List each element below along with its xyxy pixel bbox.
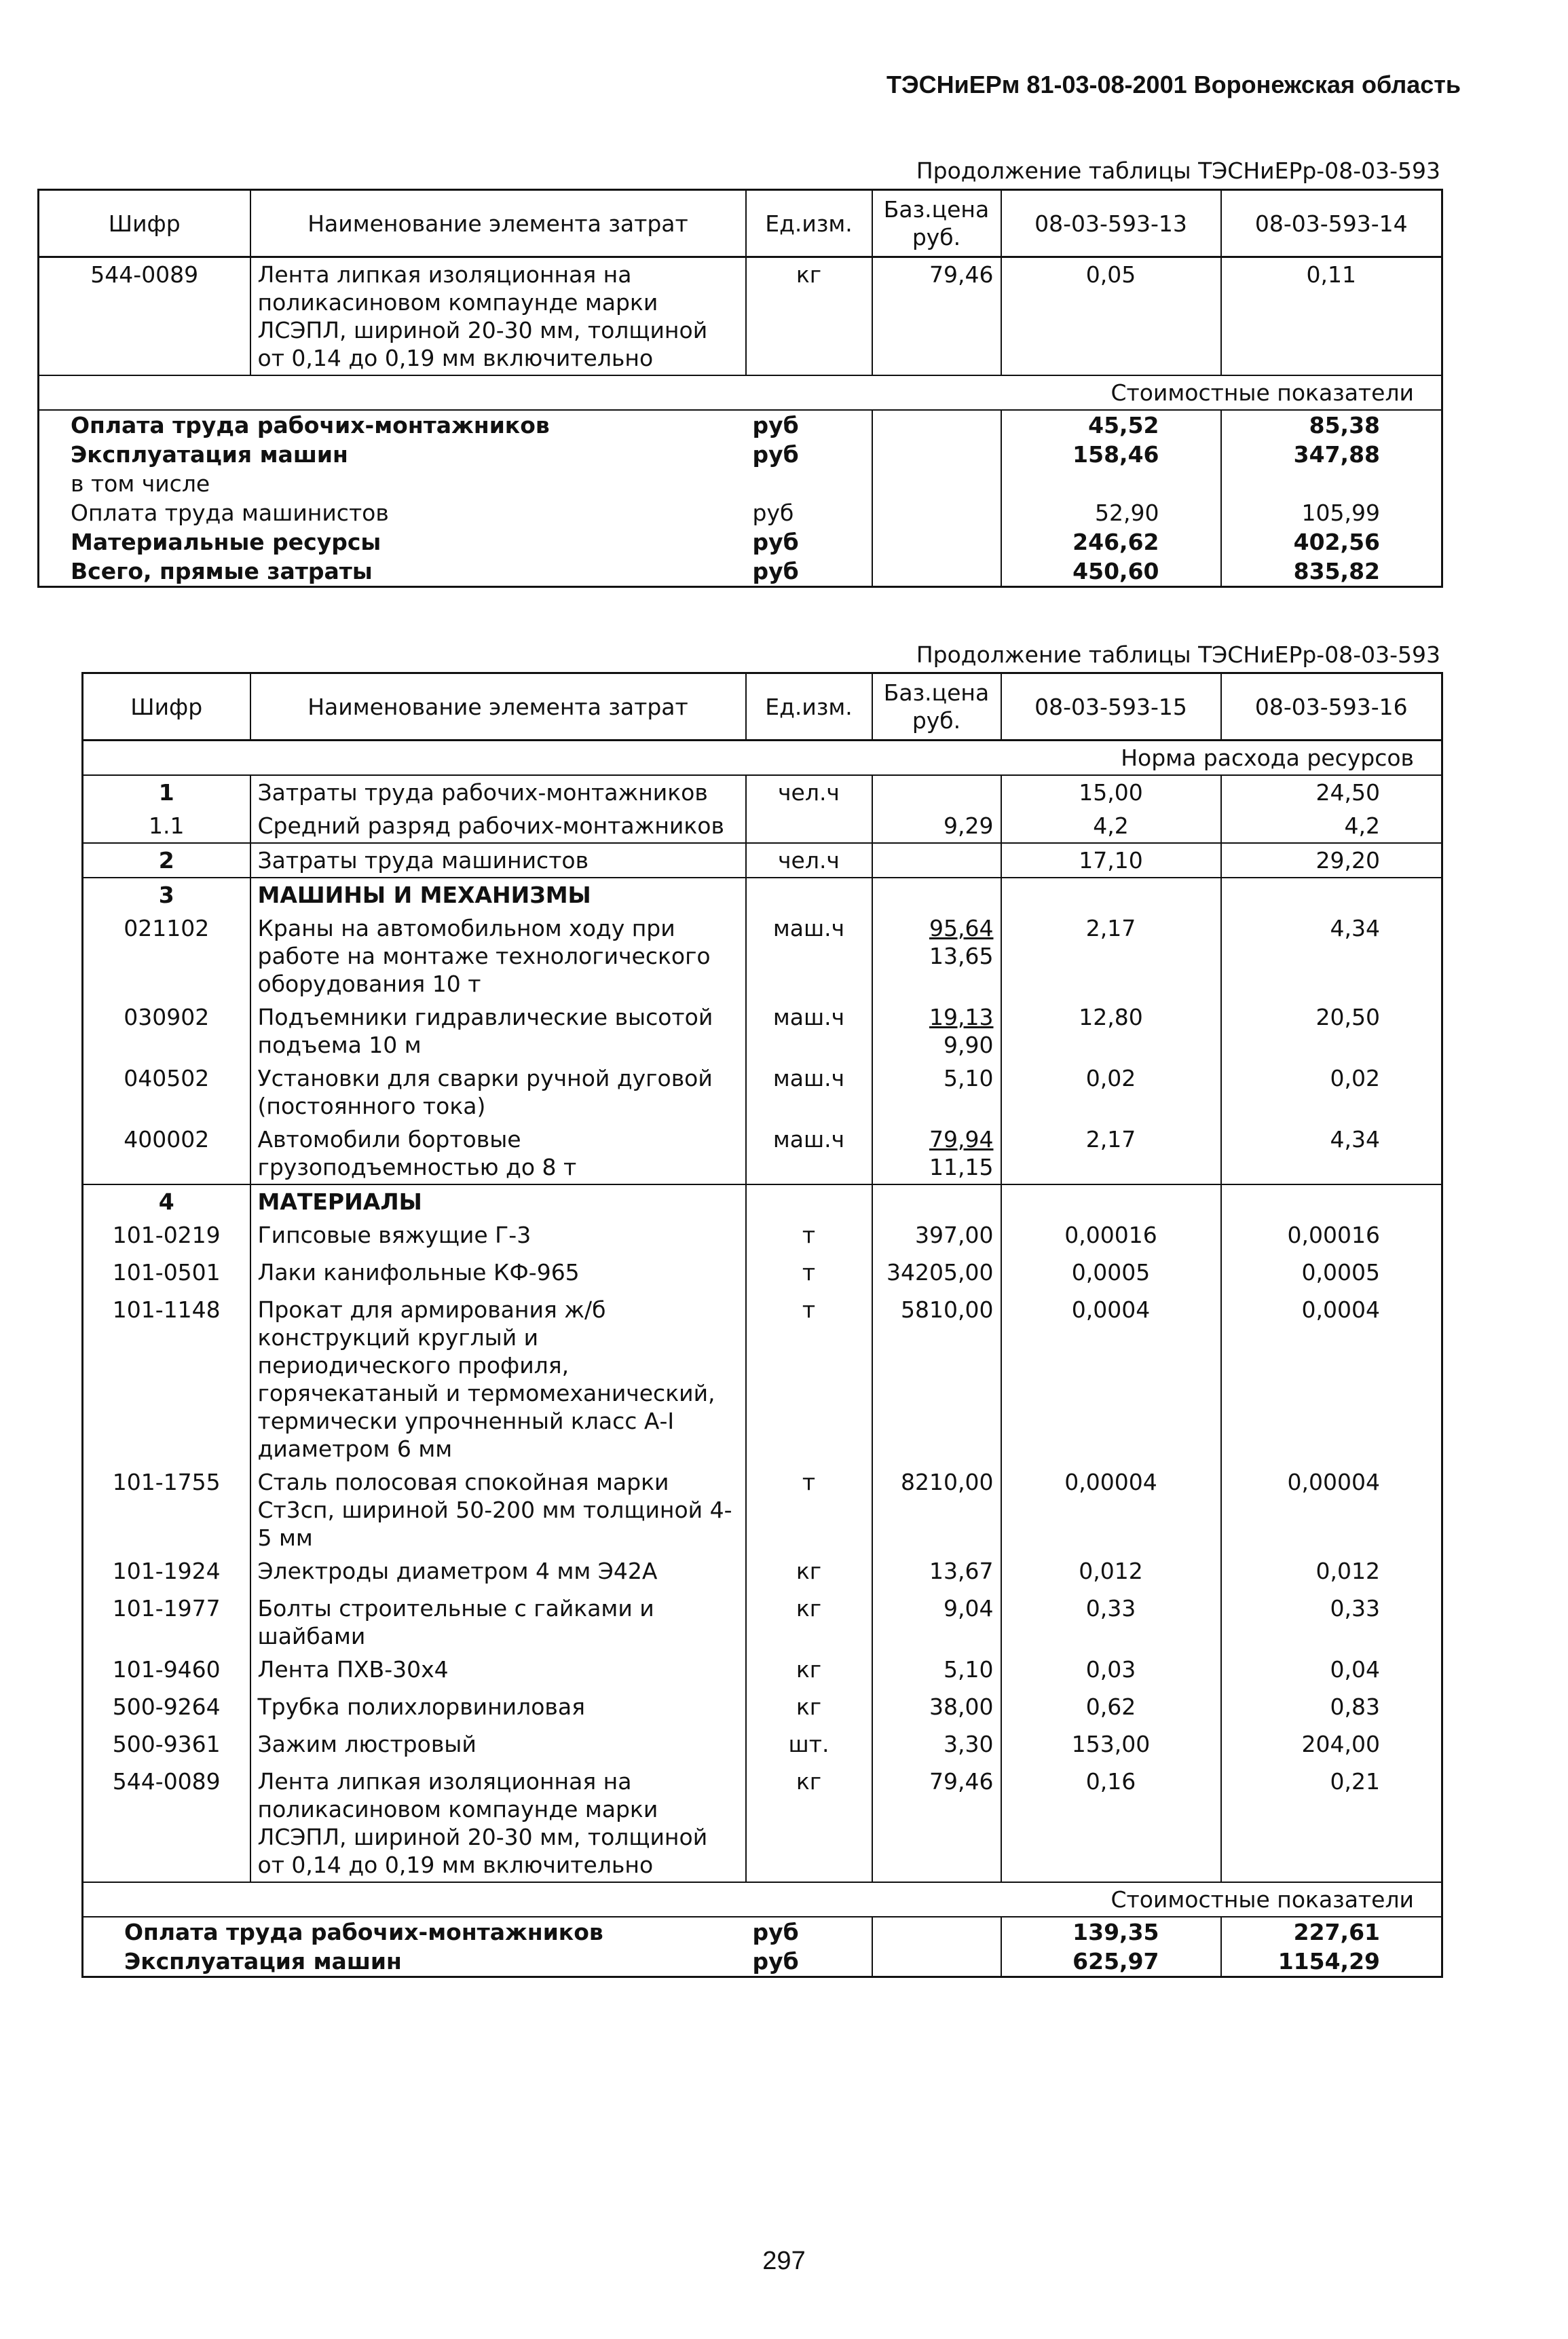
resource-table-1 bbox=[37, 189, 1443, 588]
resource-table-2 bbox=[81, 672, 1443, 1978]
header-base-price: Баз.цена руб. bbox=[872, 190, 1001, 257]
row-unit bbox=[746, 809, 872, 843]
section-row bbox=[83, 741, 1442, 776]
totals-label: Всего, прямые затраты bbox=[71, 558, 373, 584]
row-unit: кг bbox=[746, 1765, 872, 1882]
row-name: Лаки канифольные КФ-965 bbox=[250, 1256, 746, 1293]
row-name: Гипсовые вяжущие Г-3 bbox=[250, 1218, 746, 1256]
table-row bbox=[83, 1653, 1442, 1690]
machine-price: 95,64 bbox=[929, 915, 994, 941]
totals-value-16: 1154,29 bbox=[1277, 1948, 1380, 1975]
row-unit: шт. bbox=[746, 1727, 872, 1765]
row-unit: кг bbox=[746, 1690, 872, 1727]
row-name: Лента липкая изоляционная на поликасиновом компаунде марки ЛСЭПЛ, шириной 20-30 мм, толщиной от 0,14 до 0,19 мм включительно bbox=[250, 257, 746, 376]
totals-row bbox=[39, 498, 1442, 527]
row-value-15: 2,17 bbox=[1001, 1123, 1221, 1184]
row-code: 021102 bbox=[83, 912, 250, 1000]
row-code: 101-1977 bbox=[83, 1592, 250, 1653]
totals-empty bbox=[872, 1947, 1001, 1977]
row-price: 9,29 bbox=[872, 809, 1001, 843]
totals-value-13: 158,46 bbox=[1001, 440, 1221, 469]
row-value-15: 153,00 bbox=[1001, 1727, 1221, 1765]
row-code: 101-9460 bbox=[83, 1653, 250, 1690]
row-value-16: 0,0005 bbox=[1301, 1259, 1380, 1286]
row-price bbox=[872, 1123, 1001, 1184]
totals-row bbox=[39, 440, 1442, 469]
empty-cell bbox=[872, 878, 1001, 912]
row-value-14: 0,11 bbox=[1221, 257, 1442, 376]
row-code: 1.1 bbox=[83, 809, 250, 843]
totals-value-13: 246,62 bbox=[1001, 527, 1221, 557]
row-price: 79,46 bbox=[872, 257, 1001, 376]
row-value-15: 0,03 bbox=[1001, 1653, 1221, 1690]
row-value-15: 0,33 bbox=[1001, 1592, 1221, 1653]
table-row bbox=[83, 1592, 1442, 1653]
row-code: 101-1148 bbox=[83, 1293, 250, 1465]
totals-value-16: 227,61 bbox=[1293, 1919, 1380, 1945]
totals-value-15: 139,35 bbox=[1001, 1917, 1221, 1947]
operator-wage: 13,65 bbox=[929, 943, 994, 969]
row-unit: т bbox=[746, 1293, 872, 1465]
table2-continuation-caption: Продолжение таблицы ТЭСНиЕРр-08-03-593 bbox=[916, 641, 1440, 668]
row-value-16: 20,50 bbox=[1315, 1004, 1380, 1030]
group-title-row bbox=[83, 1184, 1442, 1218]
row-price: 9,04 bbox=[872, 1592, 1001, 1653]
header-base-price: Баз.цена руб. bbox=[872, 673, 1001, 741]
table-row bbox=[83, 912, 1442, 1000]
table-row bbox=[83, 1690, 1442, 1727]
empty-cell bbox=[1001, 878, 1221, 912]
row-price bbox=[872, 775, 1001, 809]
row-value-15: 0,02 bbox=[1001, 1062, 1221, 1123]
row-unit: чел.ч bbox=[746, 843, 872, 878]
row-price: 8210,00 bbox=[872, 1465, 1001, 1554]
operator-wage: 11,15 bbox=[929, 1154, 994, 1180]
row-value-13: 0,05 bbox=[1001, 257, 1221, 376]
row-unit: маш.ч bbox=[746, 1000, 872, 1062]
row-name: Лента ПХВ-30х4 bbox=[250, 1653, 746, 1690]
row-value-15: 0,62 bbox=[1001, 1690, 1221, 1727]
table-row bbox=[39, 257, 1442, 376]
totals-unit bbox=[746, 469, 872, 498]
row-name: Электроды диаметром 4 мм Э42А bbox=[250, 1554, 746, 1592]
operator-wage: 9,90 bbox=[944, 1032, 994, 1058]
row-value-16: 29,20 bbox=[1221, 843, 1442, 878]
row-price: 5810,00 bbox=[872, 1293, 1001, 1465]
totals-label: Материальные ресурсы bbox=[71, 529, 381, 555]
row-value-16: 0,33 bbox=[1330, 1595, 1380, 1622]
table1-continuation-caption: Продолжение таблицы ТЭСНиЕРр-08-03-593 bbox=[916, 157, 1440, 184]
empty-cell bbox=[746, 1184, 872, 1218]
totals-empty bbox=[872, 527, 1001, 557]
table-row bbox=[83, 1727, 1442, 1765]
table-row bbox=[83, 1123, 1442, 1184]
row-code: 500-9264 bbox=[83, 1690, 250, 1727]
row-price: 79,46 bbox=[872, 1765, 1001, 1882]
row-unit: кг bbox=[746, 1554, 872, 1592]
empty-cell bbox=[872, 1184, 1001, 1218]
row-name: Краны на автомобильном ходу при работе на монтаже технологического оборудования 10 т bbox=[250, 912, 746, 1000]
totals-empty bbox=[872, 469, 1001, 498]
row-unit: маш.ч bbox=[746, 1123, 872, 1184]
totals-unit: руб bbox=[746, 527, 872, 557]
totals-row bbox=[83, 1917, 1442, 1947]
section-label: Стоимостные показатели bbox=[39, 375, 1442, 410]
row-code: 400002 bbox=[83, 1123, 250, 1184]
row-value-15: 0,0005 bbox=[1001, 1256, 1221, 1293]
row-name: Зажим люстровый bbox=[250, 1727, 746, 1765]
totals-empty bbox=[872, 557, 1001, 587]
row-code: 2 bbox=[83, 843, 250, 878]
table-row bbox=[83, 843, 1442, 878]
row-value-15: 0,00016 bbox=[1001, 1218, 1221, 1256]
totals-empty bbox=[872, 440, 1001, 469]
row-code: 101-1924 bbox=[83, 1554, 250, 1592]
row-price: 5,10 bbox=[872, 1653, 1001, 1690]
row-code: 040502 bbox=[83, 1062, 250, 1123]
section-label: Норма расхода ресурсов bbox=[83, 741, 1442, 776]
table-row bbox=[83, 1765, 1442, 1882]
totals-label: Эксплуатация машин bbox=[124, 1948, 402, 1975]
row-name: Автомобили бортовые грузоподъемностью до 8 т bbox=[250, 1123, 746, 1184]
totals-unit: руб bbox=[746, 1947, 872, 1977]
group-title: МАТЕРИАЛЫ bbox=[250, 1184, 746, 1218]
row-unit: кг bbox=[746, 1592, 872, 1653]
row-code: 1 bbox=[83, 775, 250, 809]
totals-value-13: 450,60 bbox=[1001, 557, 1221, 587]
table-row bbox=[83, 1554, 1442, 1592]
row-price: 3,30 bbox=[872, 1727, 1001, 1765]
row-price: 397,00 bbox=[872, 1218, 1001, 1256]
table-row bbox=[83, 1465, 1442, 1554]
totals-label: в том числе bbox=[71, 470, 210, 497]
header-code: Шифр bbox=[83, 673, 250, 741]
row-price: 34205,00 bbox=[872, 1256, 1001, 1293]
row-price bbox=[872, 1000, 1001, 1062]
table-row bbox=[83, 1256, 1442, 1293]
table-row bbox=[83, 1218, 1442, 1256]
row-value-15: 17,10 bbox=[1001, 843, 1221, 878]
totals-label: Эксплуатация машин bbox=[71, 441, 348, 468]
totals-value-14: 835,82 bbox=[1293, 558, 1380, 584]
row-value-15: 12,80 bbox=[1001, 1000, 1221, 1062]
row-value-16: 0,21 bbox=[1330, 1768, 1380, 1795]
totals-row bbox=[39, 557, 1442, 587]
row-value-16: 204,00 bbox=[1301, 1731, 1380, 1757]
header-norm-16: 08-03-593-16 bbox=[1221, 673, 1442, 741]
row-value-16: 0,02 bbox=[1330, 1065, 1380, 1091]
row-value-16: 24,50 bbox=[1315, 779, 1380, 806]
group-title: МАШИНЫ И МЕХАНИЗМЫ bbox=[250, 878, 746, 912]
row-value-16: 0,83 bbox=[1330, 1694, 1380, 1720]
totals-empty bbox=[872, 498, 1001, 527]
totals-unit: руб bbox=[746, 440, 872, 469]
row-code: 544-0089 bbox=[39, 257, 250, 376]
row-value-15: 2,17 bbox=[1001, 912, 1221, 1000]
empty-cell bbox=[1001, 1184, 1221, 1218]
row-name: Затраты труда машинистов bbox=[250, 843, 746, 878]
row-name: Средний разряд рабочих-монтажников bbox=[250, 809, 746, 843]
totals-row bbox=[83, 1947, 1442, 1977]
row-name: Болты строительные с гайками и шайбами bbox=[250, 1592, 746, 1653]
row-value-16: 0,0004 bbox=[1301, 1296, 1380, 1323]
row-price bbox=[872, 912, 1001, 1000]
group-code: 3 bbox=[83, 878, 250, 912]
section-label: Стоимостные показатели bbox=[83, 1882, 1442, 1917]
row-name: Затраты труда рабочих-монтажников bbox=[250, 775, 746, 809]
totals-value-14 bbox=[1221, 469, 1442, 498]
row-code: 101-0219 bbox=[83, 1218, 250, 1256]
row-unit: чел.ч bbox=[746, 775, 872, 809]
header-code: Шифр bbox=[39, 190, 250, 257]
row-value-16: 0,04 bbox=[1330, 1656, 1380, 1683]
page-number: 297 bbox=[762, 2247, 806, 2275]
row-value-16: 0,012 bbox=[1315, 1558, 1380, 1584]
table-row bbox=[83, 1000, 1442, 1062]
row-price bbox=[872, 1062, 1001, 1123]
empty-cell bbox=[1221, 878, 1442, 912]
totals-unit: руб bbox=[746, 410, 872, 440]
table2-header-row bbox=[83, 673, 1442, 741]
row-code: 101-1755 bbox=[83, 1465, 250, 1554]
row-value-16: 4,2 bbox=[1221, 809, 1442, 843]
totals-label: Оплата труда рабочих-монтажников bbox=[71, 412, 550, 438]
totals-value-13: 45,52 bbox=[1001, 410, 1221, 440]
table-row bbox=[83, 775, 1442, 809]
totals-value-13: 52,90 bbox=[1001, 498, 1221, 527]
totals-label: Оплата труда машинистов bbox=[71, 500, 389, 526]
table1-header-row bbox=[39, 190, 1442, 257]
row-value-16: 0,00016 bbox=[1287, 1222, 1380, 1248]
row-value-15: 0,16 bbox=[1001, 1765, 1221, 1882]
row-price: 38,00 bbox=[872, 1690, 1001, 1727]
totals-unit: руб bbox=[746, 498, 872, 527]
header-unit: Ед.изм. bbox=[746, 673, 872, 741]
totals-value-14: 402,56 bbox=[1293, 529, 1380, 555]
header-name: Наименование элемента затрат bbox=[250, 673, 746, 741]
totals-value-15: 625,97 bbox=[1001, 1947, 1221, 1977]
section-row bbox=[83, 1882, 1442, 1917]
totals-unit: руб bbox=[746, 1917, 872, 1947]
table-row bbox=[83, 1062, 1442, 1123]
table-row bbox=[83, 809, 1442, 843]
machine-price: 79,94 bbox=[929, 1126, 994, 1153]
machine-price: 19,13 bbox=[929, 1004, 994, 1030]
totals-empty bbox=[872, 1917, 1001, 1947]
row-name: Подъемники гидравлические высотой подъема 10 м bbox=[250, 1000, 746, 1062]
row-name: Трубка полихлорвиниловая bbox=[250, 1690, 746, 1727]
row-code: 030902 bbox=[83, 1000, 250, 1062]
section-row bbox=[39, 375, 1442, 410]
row-value-16: 4,34 bbox=[1330, 915, 1380, 941]
row-unit: т bbox=[746, 1465, 872, 1554]
row-value-15: 15,00 bbox=[1001, 775, 1221, 809]
row-price bbox=[872, 843, 1001, 878]
table-row bbox=[83, 1293, 1442, 1465]
row-value-15: 0,00004 bbox=[1001, 1465, 1221, 1554]
row-unit: маш.ч bbox=[746, 912, 872, 1000]
totals-value-13 bbox=[1001, 469, 1221, 498]
totals-unit: руб bbox=[746, 557, 872, 587]
row-value-15: 0,0004 bbox=[1001, 1293, 1221, 1465]
row-name: Прокат для армирования ж/б конструкций круглый и периодического профиля, горячекатаный и термомеханический, термически упрочненный класс А-I диаметром 6 мм bbox=[250, 1293, 746, 1465]
header-name: Наименование элемента затрат bbox=[250, 190, 746, 257]
row-name: Сталь полосовая спокойная марки Ст3сп, шириной 50-200 мм толщиной 4-5 мм bbox=[250, 1465, 746, 1554]
totals-row bbox=[39, 410, 1442, 440]
totals-label: Оплата труда рабочих-монтажников bbox=[124, 1919, 603, 1945]
header-norm-15: 08-03-593-15 bbox=[1001, 673, 1221, 741]
header-unit: Ед.изм. bbox=[746, 190, 872, 257]
row-value-16: 4,34 bbox=[1221, 1123, 1442, 1184]
group-title-row bbox=[83, 878, 1442, 912]
totals-value-14: 85,38 bbox=[1309, 412, 1380, 438]
header-norm-14: 08-03-593-14 bbox=[1221, 190, 1442, 257]
row-value-16: 0,00004 bbox=[1287, 1469, 1380, 1495]
row-unit: маш.ч bbox=[746, 1062, 872, 1123]
header-norm-13: 08-03-593-13 bbox=[1001, 190, 1221, 257]
empty-cell bbox=[1221, 1184, 1442, 1218]
totals-value-14: 105,99 bbox=[1301, 500, 1380, 526]
row-name: Лента липкая изоляционная на поликасиновом компаунде марки ЛСЭПЛ, шириной 20-30 мм, толщиной от 0,14 до 0,19 мм включительно bbox=[250, 1765, 746, 1882]
row-name: Установки для сварки ручной дуговой (постоянного тока) bbox=[250, 1062, 746, 1123]
machine-price: 5,10 bbox=[944, 1065, 994, 1091]
row-unit: т bbox=[746, 1218, 872, 1256]
row-code: 101-0501 bbox=[83, 1256, 250, 1293]
row-code: 500-9361 bbox=[83, 1727, 250, 1765]
totals-empty bbox=[872, 410, 1001, 440]
empty-cell bbox=[746, 878, 872, 912]
row-unit: кг bbox=[746, 1653, 872, 1690]
row-unit: кг bbox=[746, 257, 872, 376]
group-code: 4 bbox=[83, 1184, 250, 1218]
row-unit: т bbox=[746, 1256, 872, 1293]
row-value-15: 0,012 bbox=[1001, 1554, 1221, 1592]
row-code: 544-0089 bbox=[83, 1765, 250, 1882]
totals-value-14: 347,88 bbox=[1293, 441, 1380, 468]
row-price: 13,67 bbox=[872, 1554, 1001, 1592]
document-header: ТЭСНиЕРм 81-03-08-2001 Воронежская область bbox=[886, 71, 1461, 98]
totals-row bbox=[39, 469, 1442, 498]
totals-row bbox=[39, 527, 1442, 557]
row-value-15: 4,2 bbox=[1001, 809, 1221, 843]
